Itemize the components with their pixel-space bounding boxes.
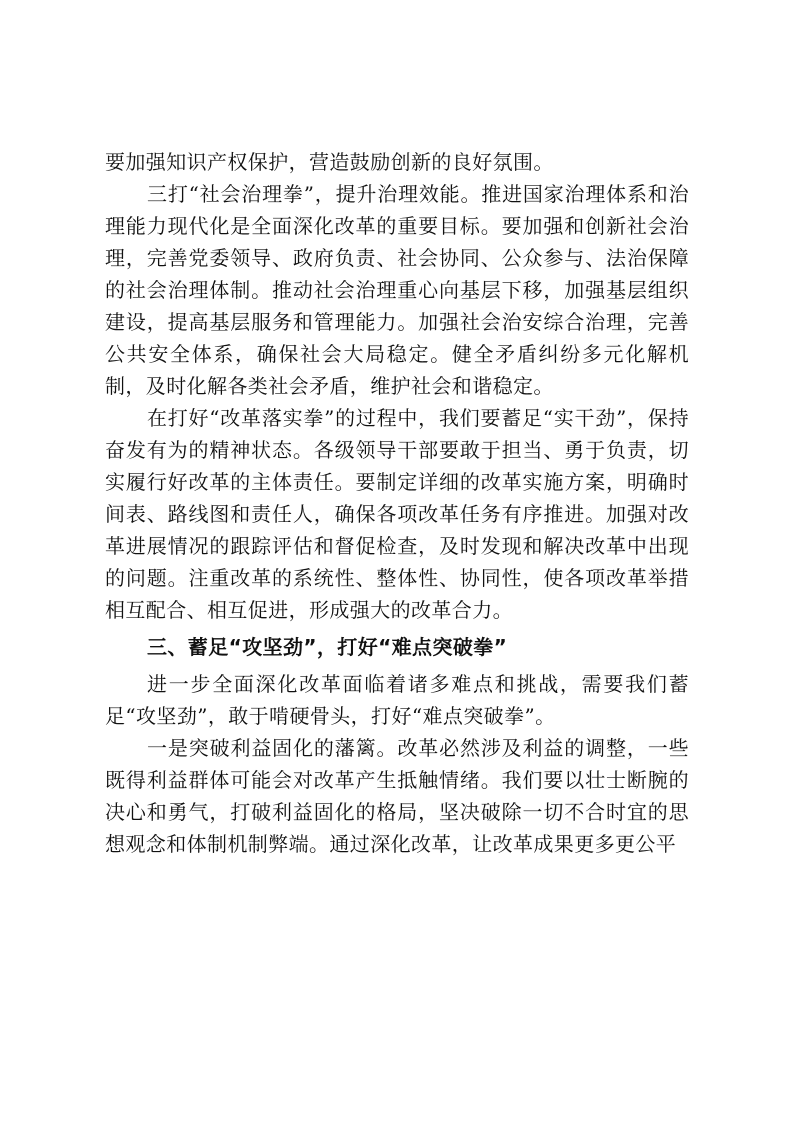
paragraph-section-intro: 进一步全面深化改革面临着诸多难点和挑战，需要我们蓄足“攻坚劲”，敢于啃硬骨头，打好“难点突破拳”。 [105, 672, 689, 728]
paragraph-social-governance: 三打“社会治理拳”，提升治理效能。推进国家治理体系和治理能力现代化是全面深化改革的重要目标。要加强和创新社会治理，完善党委领导、政府负责、社会协同、公众参与、法治保障的社会治理体制。推动社会治理重心向基层下移，加强基层组织建设，提高基层服务和管理能力。加强社会治安综合治理，完善公共安全体系，确保社会大局稳定。健全矛盾纠纷多元化解机制，及时化解各类社会矛盾，维护社会和谐稳定。 [105, 182, 689, 398]
paragraph-continuation: 要加强知识产权保护，营造鼓励创新的良好氛围。 [105, 150, 554, 174]
document-body [105, 146, 689, 860]
paragraph-break-interests: 一是突破利益固化的藩篱。改革必然涉及利益的调整，一些既得利益群体可能会对改革产生抵触情绪。我们要以壮士断腕的决心和勇气，打破利益固化的格局，坚决破除一切不合时宜的思想观念和体制机制弊端。通过深化改革，让改革成果更多更公平 [105, 736, 689, 856]
section-heading-3: 三、蓄足“攻坚劲”，打好“难点突破拳” [147, 635, 508, 659]
paragraph-reform-implementation: 在打好“改革落实拳”的过程中，我们要蓄足“实干劲”，保持奋发有为的精神状态。各级领导干部要敢于担当、勇于负责，切实履行好改革的主体责任。要制定详细的改革实施方案，明确时间表、路线图和责任人，确保各项改革任务有序推进。加强对改革进展情况的跟踪评估和督促检查，及时发现和解决改革中出现的问题。注重改革的系统性、整体性、协同性，使各项改革举措相互配合、相互促进，形成强大的改革合力。 [105, 406, 689, 622]
